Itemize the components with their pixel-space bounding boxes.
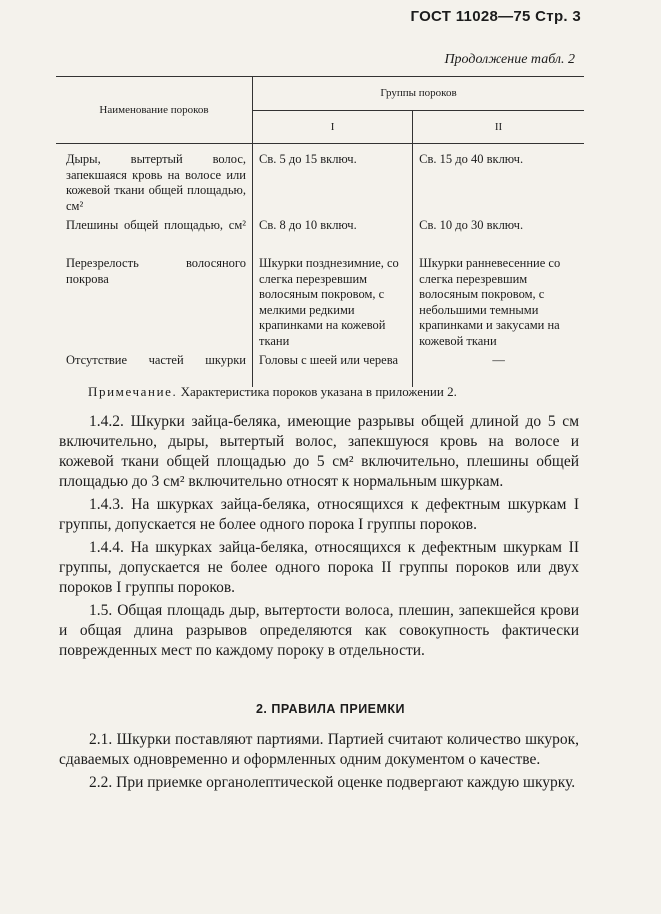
group-2-value: Св. 10 до 30 включ.	[419, 218, 524, 232]
paragraph-1-4-4: 1.4.4. На шкурках зайца-беляка, относящихся к дефектным шкуркам II группы, допускается не более одного порока II группы пороков или двух пороков I группы пороков.	[59, 539, 579, 596]
column-header-group-2: II	[413, 110, 584, 144]
note-text: Характеристика пороков указана в приложении 2.	[180, 384, 457, 399]
table-row	[56, 144, 584, 217]
paragraph-1-4-2: 1.4.2. Шкурки зайца-беляка, имеющие разрывы общей длиной до 5 см включительно, дыры, вытертый волос, запекшуюся кровь на волосе и кожевой ткани общей площадью до 5 см² включительно, плешины общей площадью до 3 см² включительно относят к нормальным шкуркам.	[59, 413, 579, 490]
paragraph-1-5: 1.5. Общая площадь дыр, вытертости волоса, плешин, запекшейся крови и общая длина разрывов определяются как совокупность фактически поврежденных мест по каждому пороку в отдельности.	[59, 602, 579, 659]
group-1-value: Св. 8 до 10 включ.	[253, 216, 413, 254]
column-header-groups: Группы пороков	[253, 77, 585, 111]
group-2-value: Шкурки ранневесенние со слегка перезревшим волосяным покровом, с небольшими темными крапинками и закусами на кожевой ткани	[419, 256, 561, 348]
page-header: ГОСТ 11028—75 Стр. 3	[410, 8, 581, 25]
group-1-value: Шкурки позднезимние, со слегка перезревшим волосяным покровом, с мелкими редкими крапинками на кожевой ткани	[253, 254, 413, 351]
defect-name: Дыры, вытертый волос, запекшаяся кровь на волосе или кожевой ткани общей площадью, см²	[56, 144, 253, 217]
section-title: 2. ПРАВИЛА ПРИЕМКИ	[255, 702, 406, 716]
table-row	[56, 351, 584, 387]
group-1-value: Св. 5 до 15 включ.	[253, 144, 413, 217]
defect-name: Плешины общей площадью, см²	[56, 216, 253, 254]
note-label: Примечание.	[88, 384, 178, 399]
clauses-1-4-block	[59, 412, 579, 664]
defect-name: Отсутствие частей шкурки	[56, 351, 253, 387]
group-1-value: Головы с шеей или черева	[253, 351, 413, 387]
clauses-2-block	[59, 730, 579, 796]
table-continuation-label: Продолжение табл. 2	[444, 52, 575, 67]
defects-table	[56, 76, 584, 387]
table-note	[88, 384, 457, 400]
paragraph-1-4-3: 1.4.3. На шкурках зайца-беляка, относящихся к дефектным шкуркам I группы, допускается не более одного порока I группы пороков.	[59, 496, 579, 533]
table-row	[56, 216, 584, 254]
group-2-value: —	[492, 353, 505, 367]
column-header-group-1: I	[253, 110, 413, 144]
table-row	[56, 254, 584, 351]
group-2-value: Св. 15 до 40 включ.	[419, 152, 524, 166]
paragraph-2-2: 2.2. При приемке органолептической оценке подвергают каждую шкурку.	[89, 774, 576, 791]
column-header-name: Наименование пороков	[56, 77, 253, 144]
paragraph-2-1: 2.1. Шкурки поставляют партиями. Партией считают количество шкурок, сдаваемых одновременно и оформленных одним документом о качестве.	[59, 731, 579, 768]
defect-name: Перезрелость волосяного покрова	[56, 254, 253, 351]
